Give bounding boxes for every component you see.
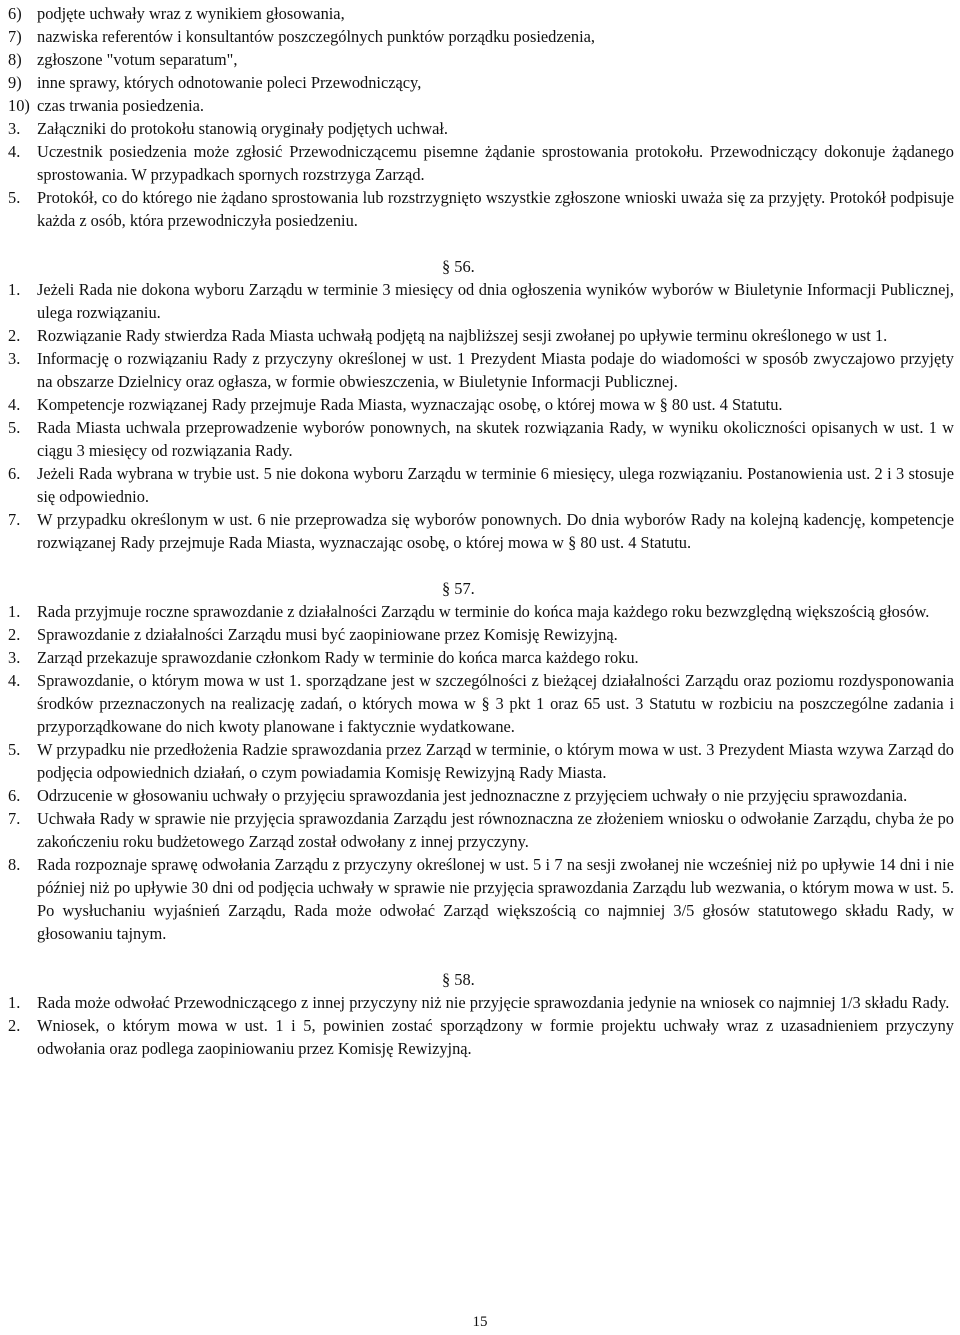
list-item [8,48,954,71]
list-item [8,324,954,347]
item-number: 8) [8,50,22,69]
item-text: Uchwała Rady w sprawie nie przyjęcia sprawozdania Zarządu jest równoznaczna ze złożeniem wniosku o odwołanie Zarządu, chyba że po zakończeniu roku budżetowego Zarząd został odwołany z innej przyczyny. [37,809,954,851]
list-item [8,853,954,945]
list-item [8,784,954,807]
item-number: 5. [8,188,21,207]
item-number: 7. [8,809,21,828]
section-56-list [8,278,954,554]
item-text: Informację o rozwiązaniu Rady z przyczyny określonej w ust. 1 Prezydent Miasta podaje do wiadomości w sposób zwyczajowo przyjęty na obszarze Dzielnicy oraz ogłasza, w formie obwieszczenia, w Biuletynie Informacji Publicznej. [37,349,954,391]
top-list [8,2,954,117]
section-57-list [8,600,954,945]
item-number: 5. [8,740,21,759]
item-number: 5. [8,418,21,437]
list-item [8,807,954,853]
item-number: 1. [8,602,21,621]
item-number: 9) [8,73,22,92]
item-number: 4. [8,142,21,161]
list-item [8,2,954,25]
paragraph-list [8,117,954,232]
list-item [8,669,954,738]
section-heading-58: § 58. [442,970,475,989]
list-item [8,991,954,1014]
item-text: Protokół, co do którego nie żądano sprostowania lub rozstrzygnięto wszystkie zgłoszone wnioski uważa się za przyjęty. Protokół podpisuje każda z osób, która przewodniczyła posiedzeniu. [37,188,954,230]
list-item [8,117,954,140]
item-text: Kompetencje rozwiązanej Rady przejmuje Rada Miasta, wyznaczając osobę, o której mowa w § 80 ust. 4 Statutu. [37,395,783,414]
item-text: Jeżeli Rada wybrana w trybie ust. 5 nie dokona wyboru Zarządu w terminie 6 miesięcy, ulega rozwiązaniu. Postanowienia ust. 2 i 3 stosuje się odpowiednio. [37,464,954,506]
item-number: 2. [8,1016,21,1035]
item-text: podjęte uchwały wraz z wynikiem głosowania, [37,4,345,23]
list-item [8,25,954,48]
spacer [8,554,954,577]
list-item [8,416,954,462]
item-number: 6) [8,4,22,23]
section-heading-57: § 57. [442,579,475,598]
item-text: W przypadku określonym w ust. 6 nie przeprowadza się wyborów ponownych. Do dnia wyborów Rady na kolejną kadencję, kompetencje rozwiązanej Rady przejmuje Rada Miasta, wyznaczając osobę, o której mowa w § 80 ust. 4 Statutu. [37,510,954,552]
list-item [8,94,954,117]
item-number: 8. [8,855,21,874]
item-text: Rada przyjmuje roczne sprawozdanie z działalności Zarządu w terminie do końca maja każdego roku bezwzględną większością głosów. [37,602,930,621]
item-number: 1. [8,280,21,299]
section-58-list [8,991,954,1060]
item-number: 6. [8,464,21,483]
item-number: 3. [8,119,21,138]
list-item [8,278,954,324]
item-number: 4. [8,671,21,690]
item-text: zgłoszone "votum separatum", [37,50,238,69]
item-number: 10) [8,96,30,115]
item-number: 6. [8,786,21,805]
item-number: 1. [8,993,21,1012]
list-item [8,646,954,669]
section-heading-56: § 56. [442,257,475,276]
item-number: 2. [8,326,21,345]
list-item [8,508,954,554]
item-text: W przypadku nie przedłożenia Radzie sprawozdania przez Zarząd w terminie, o którym mowa w ust. 3 Prezydent Miasta wzywa Zarząd do podjęcia odpowiednich działań, o czym powiadamia Komisję Rewizyjną Rady Miasta. [37,740,954,782]
list-item [8,738,954,784]
item-text: Jeżeli Rada nie dokona wyboru Zarządu w terminie 3 miesięcy od dnia ogłoszenia wyników wyborów w Biuletynie Informacji Publicznej, ulega rozwiązaniu. [37,280,954,322]
item-text: Wniosek, o którym mowa w ust. 1 i 5, powinien zostać sporządzony w formie projektu uchwały wraz z uzasadnieniem przyczyny odwołania oraz podlega zaopiniowaniu przez Komisję Rewizyjną. [37,1016,954,1058]
item-text: inne sprawy, których odnotowanie poleci Przewodniczący, [37,73,422,92]
item-text: nazwiska referentów i konsultantów poszczególnych punktów porządku posiedzenia, [37,27,596,46]
item-text: Rada może odwołać Przewodniczącego z innej przyczyny niż nie przyjęcie sprawozdania jedynie na wniosek co najmniej 1/3 składu Rady. [37,993,950,1012]
list-item [8,1014,954,1060]
list-item [8,347,954,393]
list-item [8,600,954,623]
spacer [8,232,954,255]
item-number: 7) [8,27,22,46]
page-number: 15 [472,1314,488,1330]
list-item [8,71,954,94]
document-page [8,2,954,1060]
item-text: Załączniki do protokołu stanowią oryginały podjętych uchwał. [37,119,449,138]
item-text: Rozwiązanie Rady stwierdza Rada Miasta uchwałą podjętą na najbliższej sesji zwołanej po upływie terminu określonego w ust 1. [37,326,888,345]
item-text: Odrzucenie w głosowaniu uchwały o przyjęciu sprawozdania jest jednoznaczne z przyjęciem uchwały o nie przyjęciu sprawozdania. [37,786,908,805]
list-item [8,623,954,646]
item-number: 3. [8,349,21,368]
list-item [8,393,954,416]
item-text: Rada Miasta uchwala przeprowadzenie wyborów ponownych, na skutek rozwiązania Rady, w wyniku okoliczności opisanych w ust. 1 w ciągu 3 miesięcy od rozwiązania Rady. [37,418,954,460]
item-text: Zarząd przekazuje sprawozdanie członkom Rady w terminie do końca marca każdego roku. [37,648,639,667]
item-text: Sprawozdanie z działalności Zarządu musi być zaopiniowane przez Komisję Rewizyjną. [37,625,618,644]
item-text: Rada rozpoznaje sprawę odwołania Zarządu z przyczyny określonej w ust. 5 i 7 na sesji zwołanej nie wcześniej niż po upływie 14 dni i nie później niż po upływie 30 dni od podjęcia uchwały w sprawie nie przyjęcia sprawozdania Zarządu lub wezwania, o którym mowa w ust. 5. Po wysłuchaniu wyjaśnień Zarządu, Rada może odwołać Zarząd większością co najmniej 3/5 głosów statutowego składu Rady, w głosowaniu tajnym. [37,855,954,943]
spacer [8,945,954,968]
item-number: 7. [8,510,21,529]
list-item [8,140,954,186]
item-text: czas trwania posiedzenia. [37,96,205,115]
item-text: Uczestnik posiedzenia może zgłosić Przewodniczącemu pisemne żądanie sprostowania protokołu. Przewodniczący dokonuje żądanego sprostowania. W przypadkach spornych rozstrzyga Zarząd. [37,142,954,184]
item-number: 4. [8,395,21,414]
item-number: 2. [8,625,21,644]
list-item [8,462,954,508]
item-text: Sprawozdanie, o którym mowa w ust 1. sporządzane jest w szczególności z bieżącej działalności Zarządu oraz poziomu rozdysponowania środków przeznaczonych na realizację zadań, o których mowa w § 3 pkt 1 oraz 65 ust. 3 Statutu w rozbiciu na poszczególne zadania i przyporządkowane do nich kwoty planowane i faktycznie wydatkowane. [37,671,954,736]
item-number: 3. [8,648,21,667]
list-item [8,186,954,232]
